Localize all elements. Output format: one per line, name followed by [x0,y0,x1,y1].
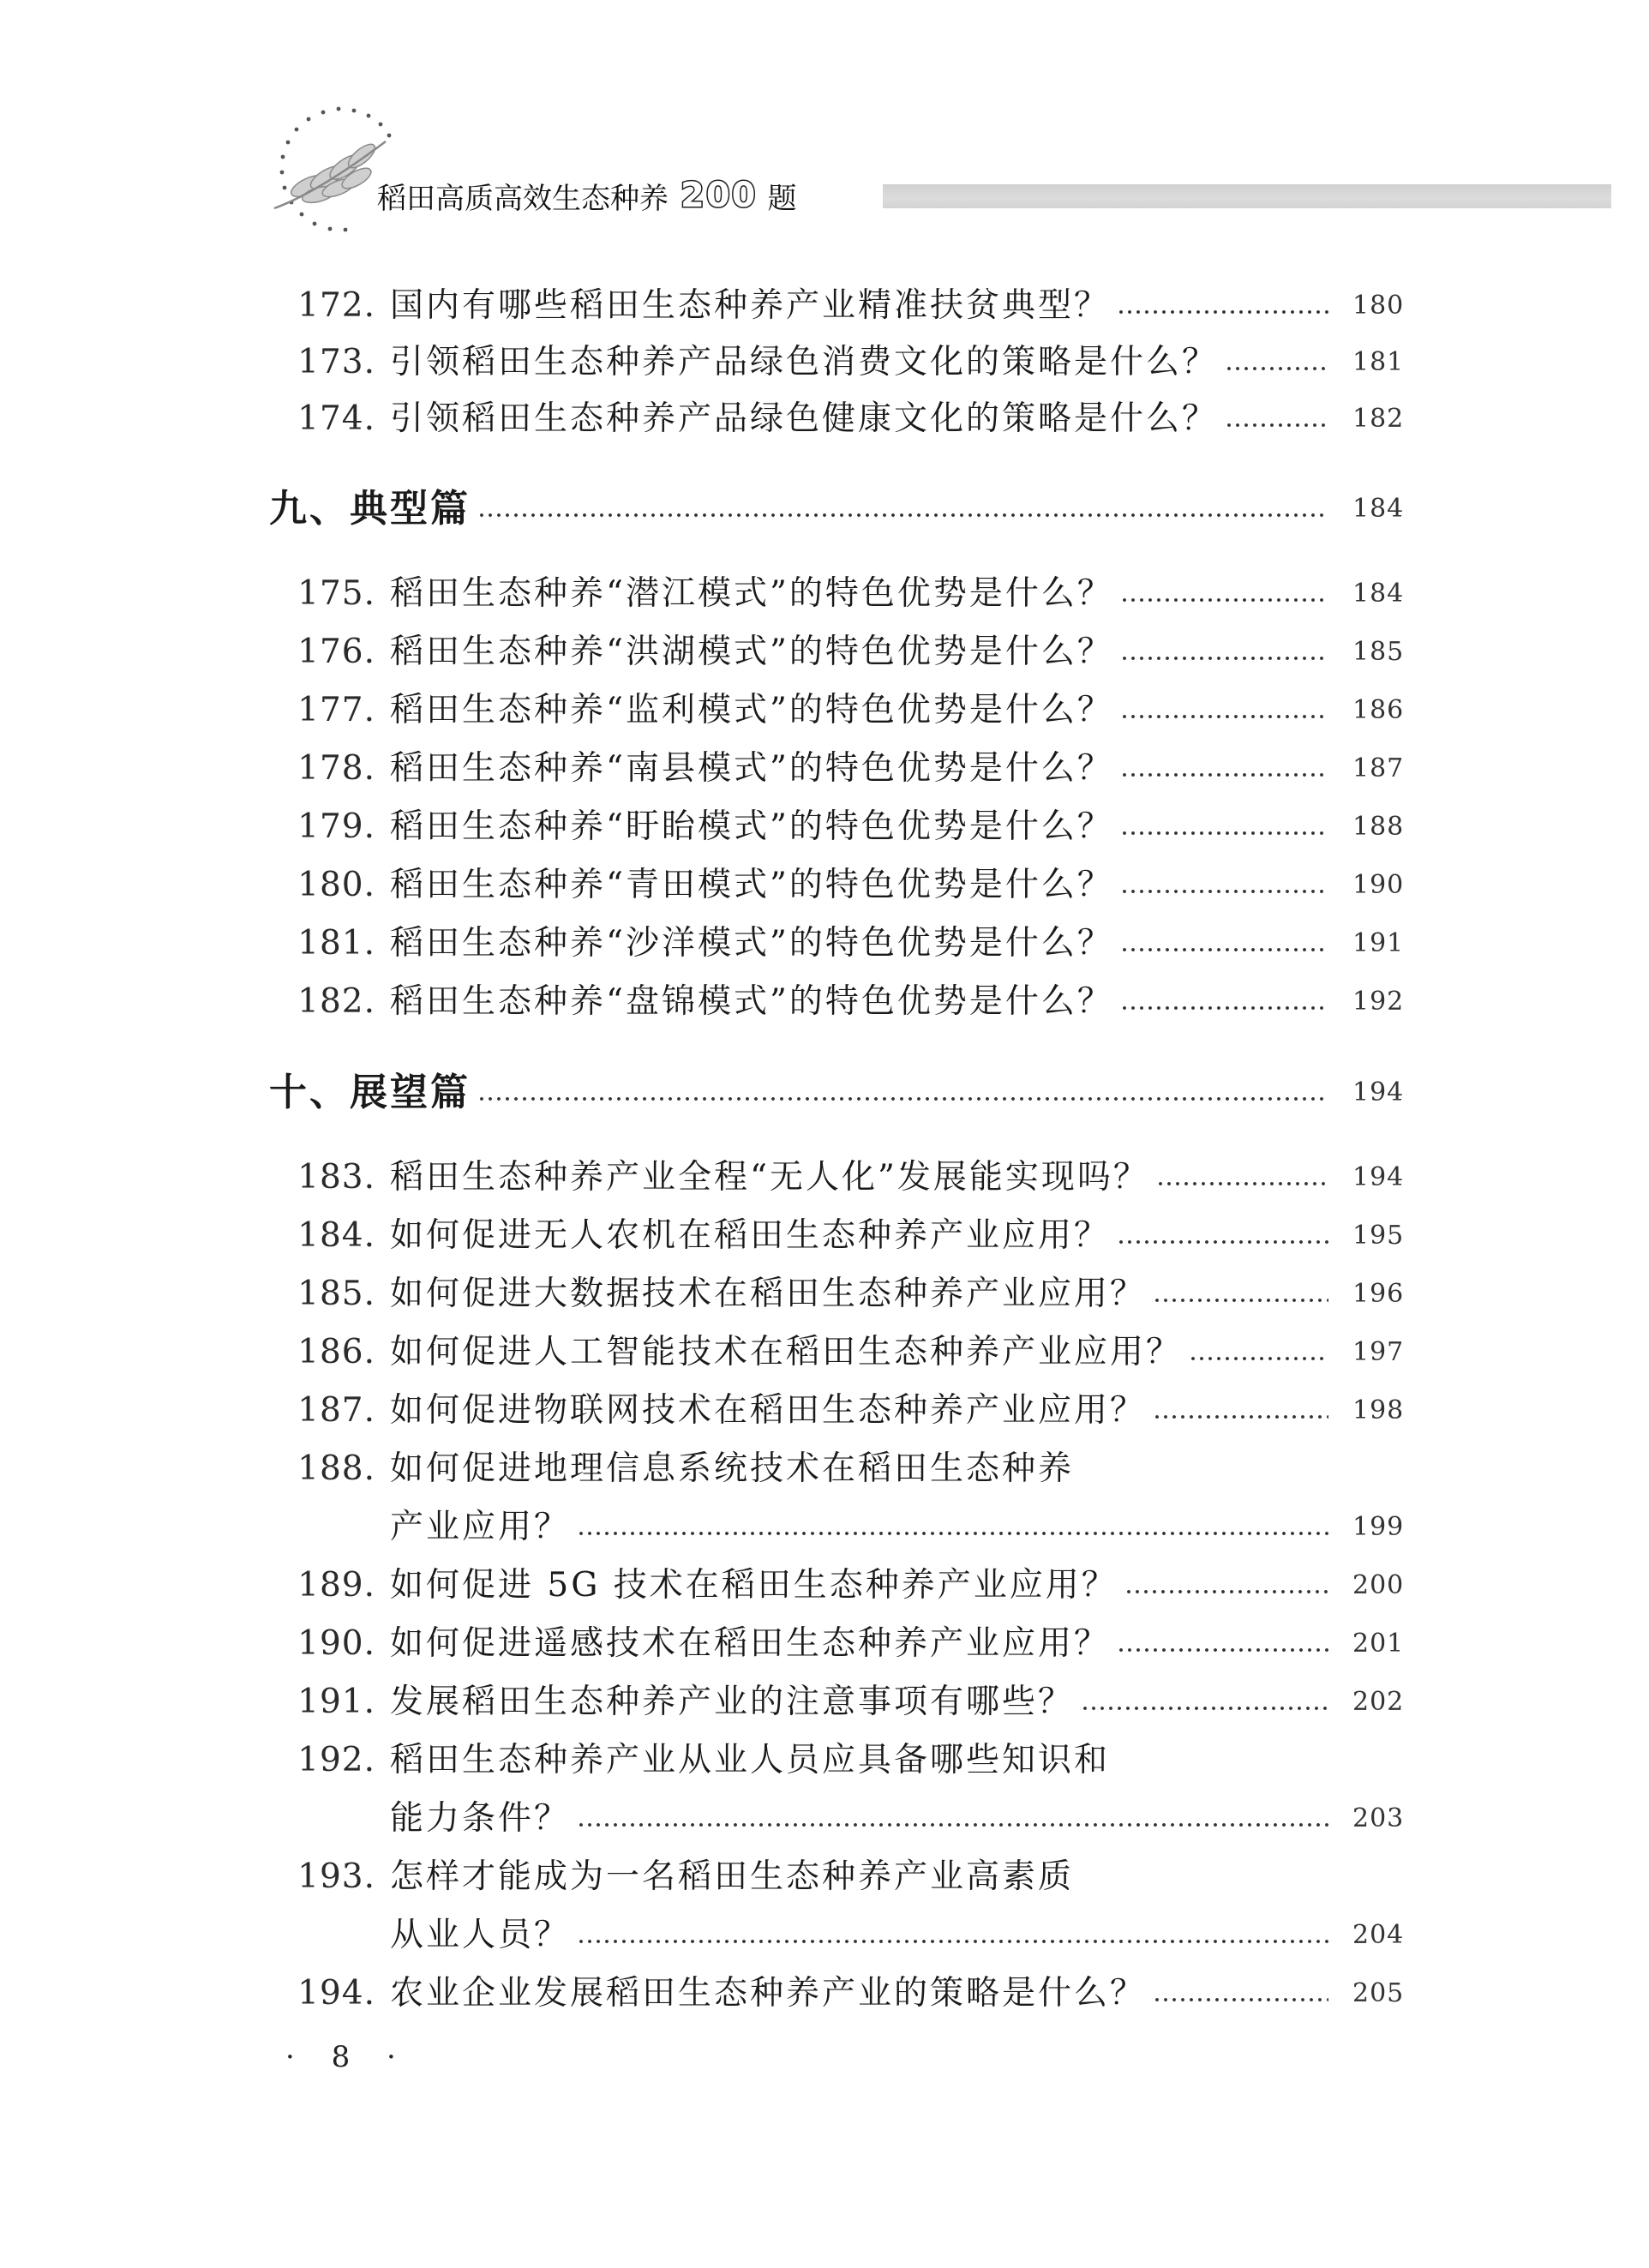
toc-entry[interactable] [0,1848,1649,1906]
toc-entry-number: 178. [297,749,375,788]
section-title: 九、典型篇 [269,487,471,531]
toc-entry-title: 稻田生态种养“南县模式”的特色优势是什么？ [390,749,1113,788]
dot-leader [1189,1356,1328,1361]
toc-entry-title: 引领稻田生态种养产品绿色健康文化的策略是什么？ [390,399,1219,438]
toc-entry-title: 如何促进 5G 技术在稻田生态种养产业应用？ [390,1566,1118,1605]
running-header [0,0,1649,257]
dot-leader [1120,656,1328,661]
dot-leader [577,1822,1328,1827]
dot-leader [477,1096,1328,1101]
toc-entry[interactable] [0,565,1649,623]
toc-entry-continuation[interactable] [0,1498,1649,1557]
toc-entry-title: 如何促进地理信息系统技术在稻田生态种养 [390,1449,1075,1488]
toc-entry-number: 181. [297,924,375,963]
toc-entry-number: 183. [297,1158,375,1197]
toc-entry-title: 如何促进大数据技术在稻田生态种养产业应用？ [390,1275,1147,1313]
toc-entry-page: 190 [1352,870,1405,900]
toc-entry-number: 176. [297,633,375,671]
section-page: 184 [1352,494,1405,524]
toc-entry-title: 怎样才能成为一名稻田生态种养产业高素质 [390,1857,1075,1896]
book-title-text: 稻田高质高效生态种养 [377,181,669,216]
toc-entry-page: 194 [1352,1162,1405,1192]
toc-entry-title-continued: 能力条件？ [390,1799,571,1838]
toc-entry-page: 196 [1352,1279,1405,1309]
toc-entry[interactable] [0,740,1649,798]
page-number: · 8 · [285,2040,410,2074]
dot-leader [1120,947,1328,952]
toc-entry-page: 200 [1352,1570,1405,1600]
dot-leader [1156,1181,1328,1186]
section-title: 十、展望篇 [269,1071,471,1114]
toc-entry-number: 184. [297,1216,375,1255]
toc-entry-page: 195 [1352,1221,1405,1251]
toc-entry[interactable] [0,1731,1649,1790]
toc-entry[interactable] [0,1207,1649,1265]
dot-leader [1153,1298,1328,1303]
toc-entry-page: 180 [1352,291,1405,321]
toc-entry-title: 稻田生态种养“洪湖模式”的特色优势是什么？ [390,633,1113,671]
dot-leader [1117,1239,1328,1245]
dot-leader [577,1531,1328,1536]
toc-entry-number: 173. [297,343,375,381]
toc-entry[interactable] [0,1557,1649,1615]
toc-entry-number: 191. [297,1683,375,1721]
header-rule-bar [883,184,1611,208]
toc-entry[interactable] [0,681,1649,740]
toc-entry-title: 稻田生态种养“盱眙模式”的特色优势是什么？ [390,807,1113,846]
toc-entry[interactable] [0,798,1649,856]
dot-leader [1153,1414,1328,1419]
toc-entry-number: 182. [297,982,375,1021]
toc-entry-number: 189. [297,1566,375,1605]
dot-leader [1225,423,1328,428]
toc-entry-title: 如何促进人工智能技术在稻田生态种养产业应用？ [390,1333,1183,1371]
toc-entry-title: 农业企业发展稻田生态种养产业的策略是什么？ [390,1974,1147,2013]
toc-entry[interactable] [0,333,1649,392]
toc-entry-continuation[interactable] [0,1906,1649,1965]
toc-entry-title: 稻田生态种养“监利模式”的特色优势是什么？ [390,691,1113,729]
toc-entry-number: 192. [297,1741,375,1779]
toc-entry[interactable] [0,973,1649,1031]
toc-entry-page: 203 [1352,1803,1405,1833]
dot-leader [1225,366,1328,371]
dot-leader [1120,772,1328,777]
toc-entry[interactable] [0,1440,1649,1498]
toc-section-heading[interactable] [0,1064,1649,1122]
toc-entry-number: 186. [297,1333,375,1371]
toc-entry-title: 稻田生态种养产业从业人员应具备哪些知识和 [390,1741,1111,1779]
toc-entry-page: 199 [1352,1512,1405,1542]
toc-entry[interactable] [0,1149,1649,1207]
dot-leader [1153,1997,1328,2002]
toc-entry-page: 187 [1352,753,1405,783]
toc-entry-page: 182 [1352,404,1405,434]
toc-entry-number: 179. [297,807,375,846]
toc-entry-title: 稻田生态种养“盘锦模式”的特色优势是什么？ [390,982,1113,1021]
dot-leader [1117,1647,1328,1653]
toc-entry-title: 发展稻田生态种养产业的注意事项有哪些？ [390,1683,1075,1721]
toc-entry-page: 205 [1352,1978,1405,2008]
toc-entry-continuation[interactable] [0,1790,1649,1848]
toc-entry-title: 稻田生态种养“沙洋模式”的特色优势是什么？ [390,924,1113,963]
toc-entry-title: 如何促进物联网技术在稻田生态种养产业应用？ [390,1391,1147,1430]
dot-leader [1124,1589,1328,1594]
dot-leader [1120,1005,1328,1011]
toc-entry-number: 180. [297,866,375,904]
toc-entry-number: 187. [297,1391,375,1430]
toc-entry[interactable] [0,915,1649,973]
toc-entry-number: 185. [297,1275,375,1313]
toc-entry-page: 184 [1352,579,1405,609]
book-title [377,170,797,221]
toc-entry-number: 174. [297,399,375,438]
toc-entry[interactable] [0,856,1649,915]
toc-entry-number: 188. [297,1449,375,1488]
toc-entry-title-continued: 产业应用？ [390,1508,571,1546]
toc-entry[interactable] [0,623,1649,681]
toc-entry-page: 204 [1352,1920,1405,1950]
toc-entry-title: 引领稻田生态种养产品绿色消费文化的策略是什么？ [390,343,1219,381]
toc-entry[interactable] [0,390,1649,448]
toc-entry-page: 186 [1352,695,1405,725]
dot-leader [577,1939,1328,1944]
toc-entry-page: 192 [1352,987,1405,1017]
dot-leader [1120,889,1328,894]
book-title-suffix: 题 [767,181,797,216]
toc-entry-page: 202 [1352,1687,1405,1717]
toc-entry-title: 如何促进无人农机在稻田生态种养产业应用？ [390,1216,1111,1255]
toc-entry-page: 197 [1352,1337,1405,1367]
toc-entry[interactable] [0,1382,1649,1440]
dot-leader [477,513,1328,518]
toc-entry[interactable] [0,1673,1649,1731]
toc-entry-number: 193. [297,1857,375,1896]
toc-entry-page: 198 [1352,1395,1405,1425]
toc-entry[interactable] [0,1323,1649,1382]
toc-section-heading[interactable] [0,480,1649,538]
dot-leader [1120,714,1328,719]
toc-entry[interactable] [0,1965,1649,2023]
dot-leader [1081,1706,1328,1711]
toc-entry-title: 国内有哪些稻田生态种养产业精准扶贫典型？ [390,286,1111,325]
toc-entry-number: 177. [297,691,375,729]
dot-leader [1117,309,1328,315]
toc-entry[interactable] [0,277,1649,335]
toc-entry-page: 201 [1352,1629,1405,1659]
section-page: 194 [1352,1077,1405,1107]
toc-entry-number: 194. [297,1974,375,2013]
toc-entry-title-continued: 从业人员？ [390,1916,571,1954]
toc-entry-page: 181 [1352,347,1405,377]
book-title-number: 200 [681,176,758,215]
toc-entry-page: 185 [1352,637,1405,667]
toc-entry-number: 172. [297,286,375,325]
toc-entry-title: 如何促进遥感技术在稻田生态种养产业应用？ [390,1624,1111,1663]
toc-entry-number: 175. [297,574,375,613]
toc-entry-title: 稻田生态种养“潜江模式”的特色优势是什么？ [390,574,1113,613]
toc-entry[interactable] [0,1265,1649,1323]
dot-leader [1120,831,1328,836]
dot-leader [1120,597,1328,603]
toc-entry-title: 稻田生态种养产业全程“无人化”发展能实现吗？ [390,1158,1149,1197]
toc-entry[interactable] [0,1615,1649,1673]
toc-entry-page: 188 [1352,812,1405,842]
toc-entry-page: 191 [1352,928,1405,958]
toc-entry-number: 190. [297,1624,375,1663]
toc-entry-title: 稻田生态种养“青田模式”的特色优势是什么？ [390,866,1113,904]
